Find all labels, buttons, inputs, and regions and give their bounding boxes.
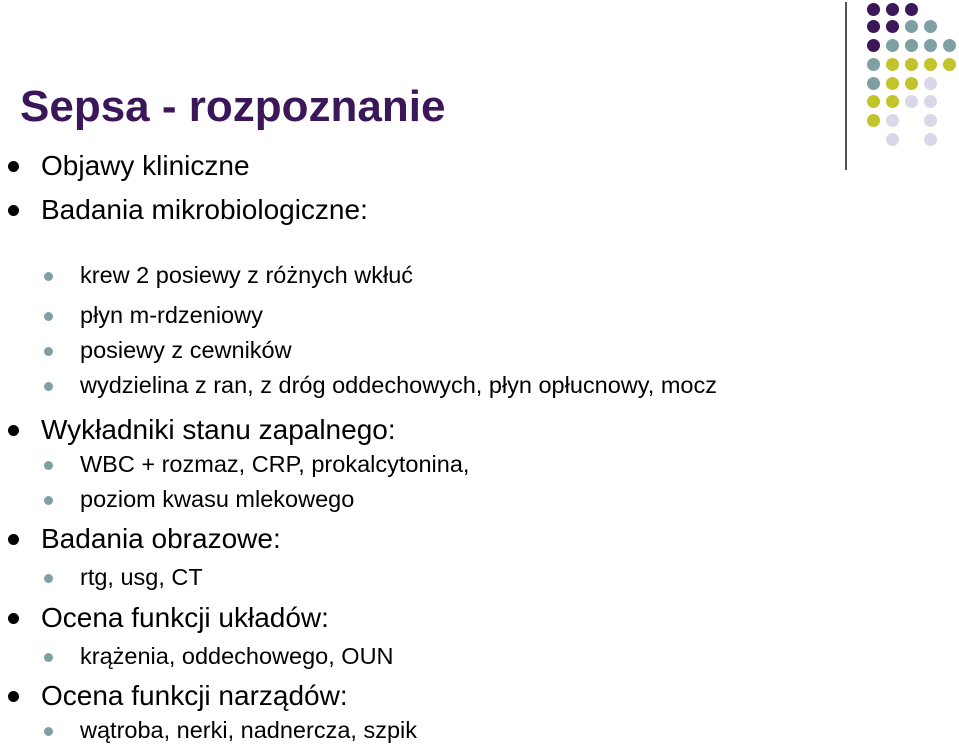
decorative-dot [943, 58, 956, 71]
decorative-dot [867, 20, 880, 33]
decorative-dot [924, 77, 937, 90]
decorative-dot [924, 20, 937, 33]
decorative-dot [867, 77, 880, 90]
decorative-dot [886, 20, 899, 33]
decorative-dot [924, 39, 937, 52]
bullet-item [41, 150, 250, 182]
bullet-text: poziom kwasu mlekowego [80, 486, 355, 512]
sub-bullet-dot-icon [44, 272, 53, 281]
slide-title: Sepsa - rozpoznanie [20, 82, 446, 131]
sub-bullet-dot-icon [44, 382, 53, 391]
bullet-dot-icon [8, 425, 19, 436]
sub-bullet-dot-icon [44, 574, 53, 583]
sub-bullet-item [80, 717, 417, 744]
decorative-dot [905, 3, 918, 16]
decorative-dot [886, 133, 899, 146]
sub-bullet-item [80, 451, 469, 478]
sub-bullet-item [80, 564, 203, 591]
bullet-dot-icon [8, 161, 19, 172]
decorative-dot [924, 58, 937, 71]
bullet-text: krążenia, oddechowego, OUN [80, 643, 394, 669]
decorative-dot [905, 39, 918, 52]
sub-bullet-dot-icon [44, 312, 53, 321]
bullet-dot-icon [8, 205, 19, 216]
decorative-dot [886, 58, 899, 71]
bullet-item [41, 602, 329, 634]
bullet-text: rtg, usg, CT [80, 564, 203, 590]
sub-bullet-item [80, 302, 263, 329]
decorative-dot [867, 39, 880, 52]
bullet-text: wątroba, nerki, nadnercza, szpik [80, 717, 417, 743]
sub-bullet-item [80, 337, 292, 364]
bullet-item [41, 680, 348, 712]
bullet-text: Badania mikrobiologiczne: [41, 194, 368, 225]
bullet-text: Ocena funkcji układów: [41, 602, 329, 633]
decorative-dot [886, 3, 899, 16]
bullet-text: Wykładniki stanu zapalnego: [41, 414, 396, 445]
decorative-dot-grid [0, 0, 959, 160]
decorative-dot [905, 58, 918, 71]
bullet-text: Badania obrazowe: [41, 523, 281, 554]
sub-bullet-item [80, 262, 413, 289]
bullet-dot-icon [8, 534, 19, 545]
sub-bullet-dot-icon [44, 653, 53, 662]
bullet-text: wydzielina z ran, z dróg oddechowych, płyn opłucnowy, mocz [80, 372, 717, 398]
decorative-dot [867, 114, 880, 127]
decorative-dot [886, 114, 899, 127]
decorative-dot [886, 39, 899, 52]
decorative-dot [886, 77, 899, 90]
decorative-dot [867, 58, 880, 71]
bullet-text: krew 2 posiewy z różnych wkłuć [80, 262, 414, 288]
bullet-text: WBC + rozmaz, CRP, prokalcytonina, [80, 451, 470, 477]
bullet-item [41, 414, 396, 446]
bullet-dot-icon [8, 613, 19, 624]
sub-bullet-dot-icon [44, 461, 53, 470]
decorative-dot [867, 95, 880, 108]
bullet-text: Objawy kliniczne [41, 150, 250, 181]
decorative-dot [924, 114, 937, 127]
sub-bullet-dot-icon [44, 727, 53, 736]
sub-bullet-dot-icon [44, 347, 53, 356]
bullet-text: Ocena funkcji narządów: [41, 680, 348, 711]
decorative-dot [924, 133, 937, 146]
decorative-dot [905, 77, 918, 90]
bullet-text: płyn m-rdzeniowy [80, 302, 263, 328]
decorative-dot [867, 3, 880, 16]
decorative-dot [905, 95, 918, 108]
bullet-text: posiewy z cewników [80, 337, 292, 363]
sub-bullet-dot-icon [44, 496, 53, 505]
bullet-dot-icon [8, 691, 19, 702]
decorative-dot [886, 95, 899, 108]
bullet-item [41, 194, 368, 226]
decorative-dot [924, 95, 937, 108]
decorative-dot [905, 20, 918, 33]
sub-bullet-item [80, 372, 717, 399]
sub-bullet-item [80, 486, 354, 513]
sub-bullet-item [80, 643, 394, 670]
bullet-item [41, 523, 281, 555]
decorative-divider-line [845, 2, 847, 170]
decorative-dot [943, 39, 956, 52]
